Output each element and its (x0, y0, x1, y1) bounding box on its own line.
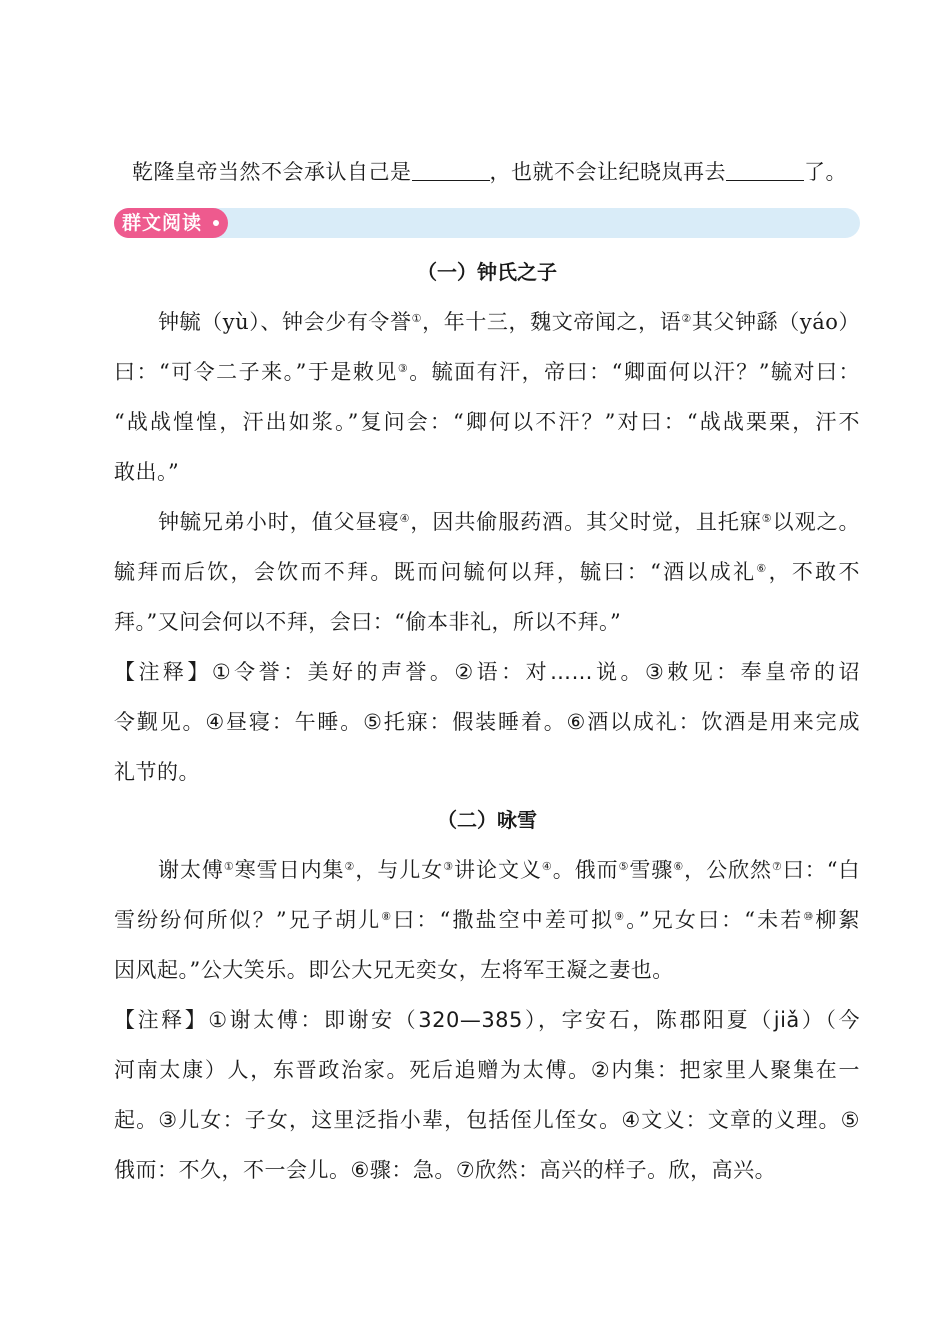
story2-text-line (114, 955, 860, 985)
footnote-marker: ⑧ (381, 910, 394, 923)
story1-text-line (158, 507, 860, 537)
answer-blank-2[interactable] (726, 158, 804, 181)
text-segment: 。俄而 (552, 858, 619, 882)
text-segment: “战战惶惶，汗出如浆。”复问会：“卿何以不汗？”对曰：“战战栗栗，汗不 (114, 410, 860, 434)
story2-title: （二）咏雪 (437, 808, 537, 832)
footnote-marker: ⑩ (803, 910, 816, 923)
text-segment: 因风起。”公大笑乐。即公大兄无奕女，左将军王凝之妻也。 (114, 958, 674, 982)
text-segment: 钟毓（yù）、钟会少有令誉 (158, 310, 412, 334)
footnote-marker: ⑥ (756, 562, 769, 575)
text-segment: ，公欣然 (684, 858, 773, 882)
footnote-marker: ⑦ (772, 860, 783, 873)
text-segment: 毓拜而后饮，会饮而不拜。既而问毓何以拜，毓曰：“酒以成礼 (114, 560, 757, 584)
question-line: 乾隆皇帝当然不会承认自己是 ，也就不会让纪晓岚再去 了。 (132, 160, 847, 184)
text-segment: 讲论文义 (454, 858, 542, 882)
footnote-marker: ③ (443, 860, 455, 873)
text-segment: 谢太傅 (158, 858, 224, 882)
story2-note-line: 【注释】①谢太傅：即谢安（320—385），字安石，陈郡阳夏（jiǎ）（今 (114, 1008, 860, 1032)
footnote-marker: ③ (397, 362, 410, 375)
text-segment: 。毓面有汗，帝曰：“卿面何以汗？”毓对曰： (409, 360, 860, 384)
story1-text-line (114, 407, 860, 437)
text-segment: 拜。”又问会何以不拜，会曰：“偷本非礼，所以不拜。” (114, 610, 622, 634)
text-segment: 寒雪日内集 (234, 858, 345, 882)
story2-note-line: 俄而：不久，不一会儿。⑥骤：急。⑦欣然：高兴的样子。欣，高兴。 (114, 1158, 777, 1182)
text-segment: 。”兄女曰：“未若 (626, 908, 804, 932)
text-segment: ，年十三，魏文帝闻之，语 (422, 310, 682, 334)
story1-text-line (158, 307, 860, 337)
story2-text-line (114, 905, 860, 935)
footnote-marker: ⑨ (614, 910, 627, 923)
footnote-marker: ⑥ (673, 860, 685, 873)
footnote-marker: ⑤ (618, 860, 630, 873)
answer-blank-1[interactable] (412, 158, 490, 181)
text-segment: 其父钟繇（yáo） (691, 310, 860, 334)
story1-title: （一）钟氏之子 (417, 260, 557, 284)
text-segment: 以观之。 (772, 510, 860, 534)
story2-note-line: 起。③儿女：子女，这里泛指小辈，包括侄儿侄女。④文义：文章的义理。⑤ (114, 1108, 860, 1132)
footnote-marker: ① (411, 312, 423, 325)
story1-note-line: 令觐见。④昼寝：午睡。⑤托寐：假装睡着。⑥酒以成礼：饮酒是用来完成 (114, 710, 860, 734)
footnote-marker: ④ (541, 860, 553, 873)
story1-text-line (114, 607, 860, 637)
section-header-bar (114, 208, 860, 238)
text-segment: 曰：“可令二子来。”于是敕见 (114, 360, 398, 384)
story2-note-line: 河南太康）人，东晋政治家。死后追赠为太傅。②内集：把家里人聚集在一 (114, 1058, 860, 1082)
text-segment: ，因共偷服药酒。其父时觉，且托寐 (410, 510, 762, 534)
story1-note-line: 【注释】①令誉：美好的声誉。②语：对……说。③敕见：奉皇帝的诏 (114, 660, 860, 684)
text-segment: 曰：“撒盐空中差可拟 (393, 908, 615, 932)
story1-note-line: 礼节的。 (114, 760, 200, 784)
story2-text-line (158, 855, 860, 885)
text-segment: ，与儿女 (355, 858, 444, 882)
story1-text-line (114, 357, 860, 387)
footnote-marker: ② (344, 860, 356, 873)
text-segment: 曰：“白 (782, 858, 860, 882)
text-segment: 雪纷纷何所似？”兄子胡儿 (114, 908, 382, 932)
story1-text-line (114, 457, 860, 487)
text-segment: 钟毓兄弟小时，值父昼寝 (158, 510, 400, 534)
dot-icon (213, 220, 219, 226)
section-tag: 群文阅读 (114, 208, 228, 238)
footnote-marker: ④ (399, 512, 411, 525)
text-segment: ，不敢不 (768, 560, 860, 584)
footnote-marker: ⑤ (761, 512, 773, 525)
footnote-marker: ② (681, 312, 692, 325)
text-segment: 柳絮 (815, 908, 860, 932)
text-segment: 雪骤 (629, 858, 674, 882)
footnote-marker: ① (223, 860, 235, 873)
story1-text-line (114, 557, 860, 587)
text-segment: 敢出。” (114, 460, 180, 484)
